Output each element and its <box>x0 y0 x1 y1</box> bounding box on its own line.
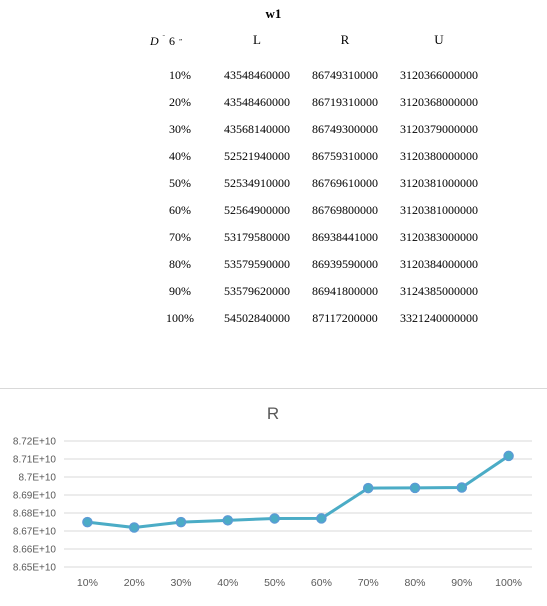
data-point <box>457 483 466 492</box>
cell-u: 3321240000000 <box>400 311 478 325</box>
row-percentage: 60% <box>169 203 191 217</box>
table-row <box>0 122 547 140</box>
cell-r: 86941800000 <box>312 284 378 298</box>
x-tick-label: 100% <box>495 577 523 589</box>
x-tick-label: 30% <box>170 577 192 589</box>
table-row <box>0 176 547 194</box>
row-percentage: 20% <box>169 95 191 109</box>
cell-l: 43548460000 <box>224 95 290 109</box>
data-point <box>364 484 373 493</box>
x-tick-label: 70% <box>357 577 379 589</box>
y-tick-label: 8.66E+10 <box>12 544 56 556</box>
cell-l: 53579590000 <box>224 257 290 271</box>
cell-l: 52534910000 <box>224 176 290 190</box>
header-d-number: 6 <box>169 34 176 48</box>
data-point <box>223 516 232 525</box>
y-tick-label: 8.71E+10 <box>12 454 56 466</box>
table-row <box>0 284 547 302</box>
column-header-u: U <box>434 32 444 47</box>
data-point <box>130 523 139 532</box>
series-line <box>87 456 508 528</box>
cell-r: 86749310000 <box>312 68 378 82</box>
header-d-suffix: „ <box>179 34 183 42</box>
cell-u: 3120379000000 <box>400 122 478 136</box>
cell-u: 3120384000000 <box>400 257 478 271</box>
header-d-main: D <box>150 34 159 48</box>
cell-r: 86759310000 <box>312 149 378 163</box>
row-percentage: 80% <box>169 257 191 271</box>
cell-l: 52564900000 <box>224 203 290 217</box>
cell-r: 86749300000 <box>312 122 378 136</box>
cell-u: 3120381000000 <box>400 176 478 190</box>
table-row <box>0 230 547 248</box>
table-row <box>0 95 547 113</box>
chart-area <box>0 388 547 601</box>
row-percentage: 40% <box>169 149 191 163</box>
cell-r: 86769610000 <box>312 176 378 190</box>
row-percentage: 90% <box>169 284 191 298</box>
cell-r: 86939590000 <box>312 257 378 271</box>
cell-u: 3120383000000 <box>400 230 478 244</box>
data-point <box>177 518 186 527</box>
y-tick-label: 8.68E+10 <box>12 508 56 520</box>
data-point <box>317 514 326 523</box>
table-row <box>0 311 547 329</box>
y-tick-label: 8.72E+10 <box>12 436 56 448</box>
y-tick-label: 8.65E+10 <box>12 562 56 574</box>
line-chart <box>0 389 547 601</box>
table-row <box>0 149 547 167</box>
row-percentage: 50% <box>169 176 191 190</box>
x-tick-label: 60% <box>310 577 332 589</box>
data-point <box>504 451 513 460</box>
row-percentage: 70% <box>169 230 191 244</box>
cell-l: 43548460000 <box>224 68 290 82</box>
cell-r: 87117200000 <box>312 311 378 325</box>
cell-r: 86769800000 <box>312 203 378 217</box>
row-percentage: 10% <box>169 68 191 82</box>
y-tick-label: 8.67E+10 <box>12 526 56 538</box>
data-point <box>83 518 92 527</box>
cell-r: 86719310000 <box>312 95 378 109</box>
data-point <box>270 514 279 523</box>
x-tick-label: 50% <box>264 577 286 589</box>
x-tick-label: 90% <box>451 577 473 589</box>
cell-u: 3120366000000 <box>400 68 478 82</box>
row-percentage: 100% <box>166 311 194 325</box>
x-tick-label: 20% <box>123 577 145 589</box>
header-percentage <box>150 34 186 49</box>
column-header-l: L <box>253 32 261 47</box>
cell-l: 53579620000 <box>224 284 290 298</box>
cell-r: 86938441000 <box>312 230 378 244</box>
cell-u: 3124385000000 <box>400 284 478 298</box>
header-d-mark: ˉ <box>162 34 166 42</box>
table-row <box>0 203 547 221</box>
y-tick-label: 8.7E+10 <box>18 472 56 484</box>
cell-u: 3120381000000 <box>400 203 478 217</box>
cell-l: 53179580000 <box>224 230 290 244</box>
x-tick-label: 10% <box>76 577 98 589</box>
x-tick-label: 80% <box>404 577 426 589</box>
cell-u: 3120380000000 <box>400 149 478 163</box>
cell-l: 54502840000 <box>224 311 290 325</box>
row-percentage: 30% <box>169 122 191 136</box>
x-tick-label: 40% <box>217 577 239 589</box>
y-tick-label: 8.69E+10 <box>12 490 56 502</box>
column-header-r: R <box>340 32 350 47</box>
data-point <box>411 483 420 492</box>
table-row <box>0 257 547 275</box>
cell-l: 43568140000 <box>224 122 290 136</box>
cell-l: 52521940000 <box>224 149 290 163</box>
chart-title: R <box>266 404 280 423</box>
cell-u: 3120368000000 <box>400 95 478 109</box>
table-row <box>0 68 547 86</box>
table-title: w1 <box>265 6 282 21</box>
